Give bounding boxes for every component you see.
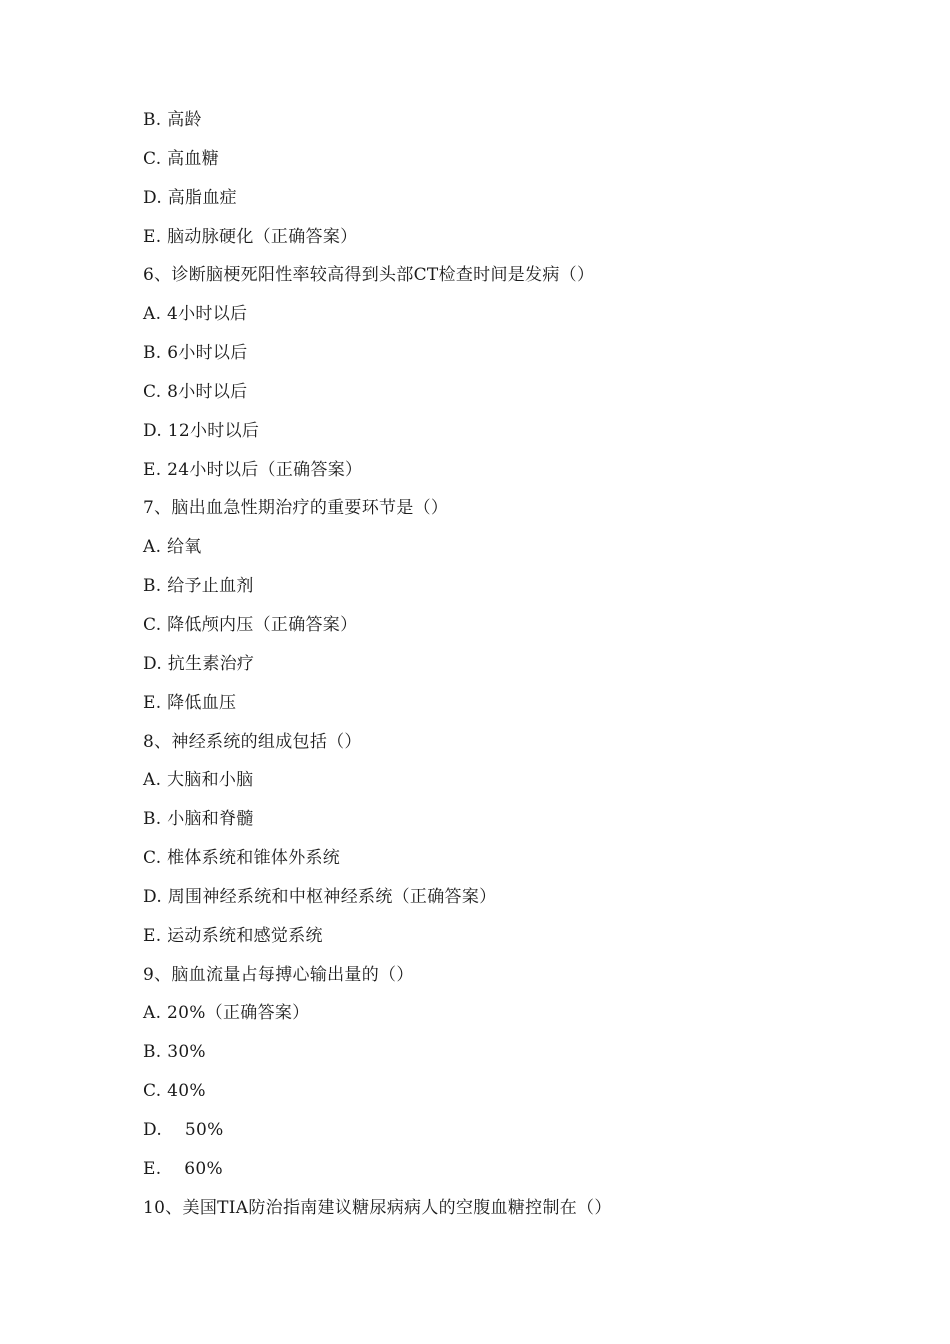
option-d-hyperlipidemia: D. 高脂血症	[143, 187, 237, 208]
q6-option-e: E. 24小时以后（正确答案）	[143, 459, 363, 480]
question-text-block	[143, 101, 843, 1227]
question-8: 8、神经系统的组成包括（）	[143, 731, 362, 752]
q9-option-c: C. 40%	[143, 1081, 206, 1102]
q7-option-e: E. 降低血压	[143, 692, 237, 713]
q6-option-a: A. 4小时以后	[143, 304, 248, 325]
q9-option-e: E. 60%	[143, 1158, 223, 1179]
question-6: 6、诊断脑梗死阳性率较高得到头部CT检查时间是发病（）	[143, 265, 595, 286]
question-10: 10、美国TIA防治指南建议糖尿病病人的空腹血糖控制在（）	[143, 1197, 612, 1218]
q7-option-a: A. 给氧	[143, 537, 202, 558]
option-e-arteriosclerosis: E. 脑动脉硬化（正确答案）	[143, 226, 358, 247]
q6-option-b: B. 6小时以后	[143, 343, 248, 364]
question-9: 9、脑血流量占每搏心输出量的（）	[143, 964, 414, 985]
q8-option-c: C. 椎体系统和锥体外系统	[143, 848, 341, 869]
option-b-age: B. 高龄	[143, 110, 202, 130]
q9-option-a: A. 20%（正确答案）	[143, 1003, 310, 1024]
q6-option-c: C. 8小时以后	[143, 381, 248, 402]
q9-option-d: D. 50%	[143, 1119, 224, 1140]
question-7: 7、脑出血急性期治疗的重要环节是（）	[143, 498, 449, 519]
q8-option-d: D. 周围神经系统和中枢神经系统（正确答案）	[143, 886, 497, 907]
q7-option-c: C. 降低颅内压（正确答案）	[143, 614, 358, 635]
option-c-hyperglycemia: C. 高血糖	[143, 148, 220, 169]
q6-option-d: D. 12小时以后	[143, 420, 260, 441]
q7-option-d: D. 抗生素治疗	[143, 653, 255, 674]
q8-option-a: A. 大脑和小脑	[143, 770, 254, 791]
q7-option-b: B. 给予止血剂	[143, 576, 254, 597]
q8-option-e: E. 运动系统和感觉系统	[143, 925, 323, 946]
q8-option-b: B. 小脑和脊髓	[143, 809, 254, 830]
q9-option-b: B. 30%	[143, 1042, 206, 1063]
